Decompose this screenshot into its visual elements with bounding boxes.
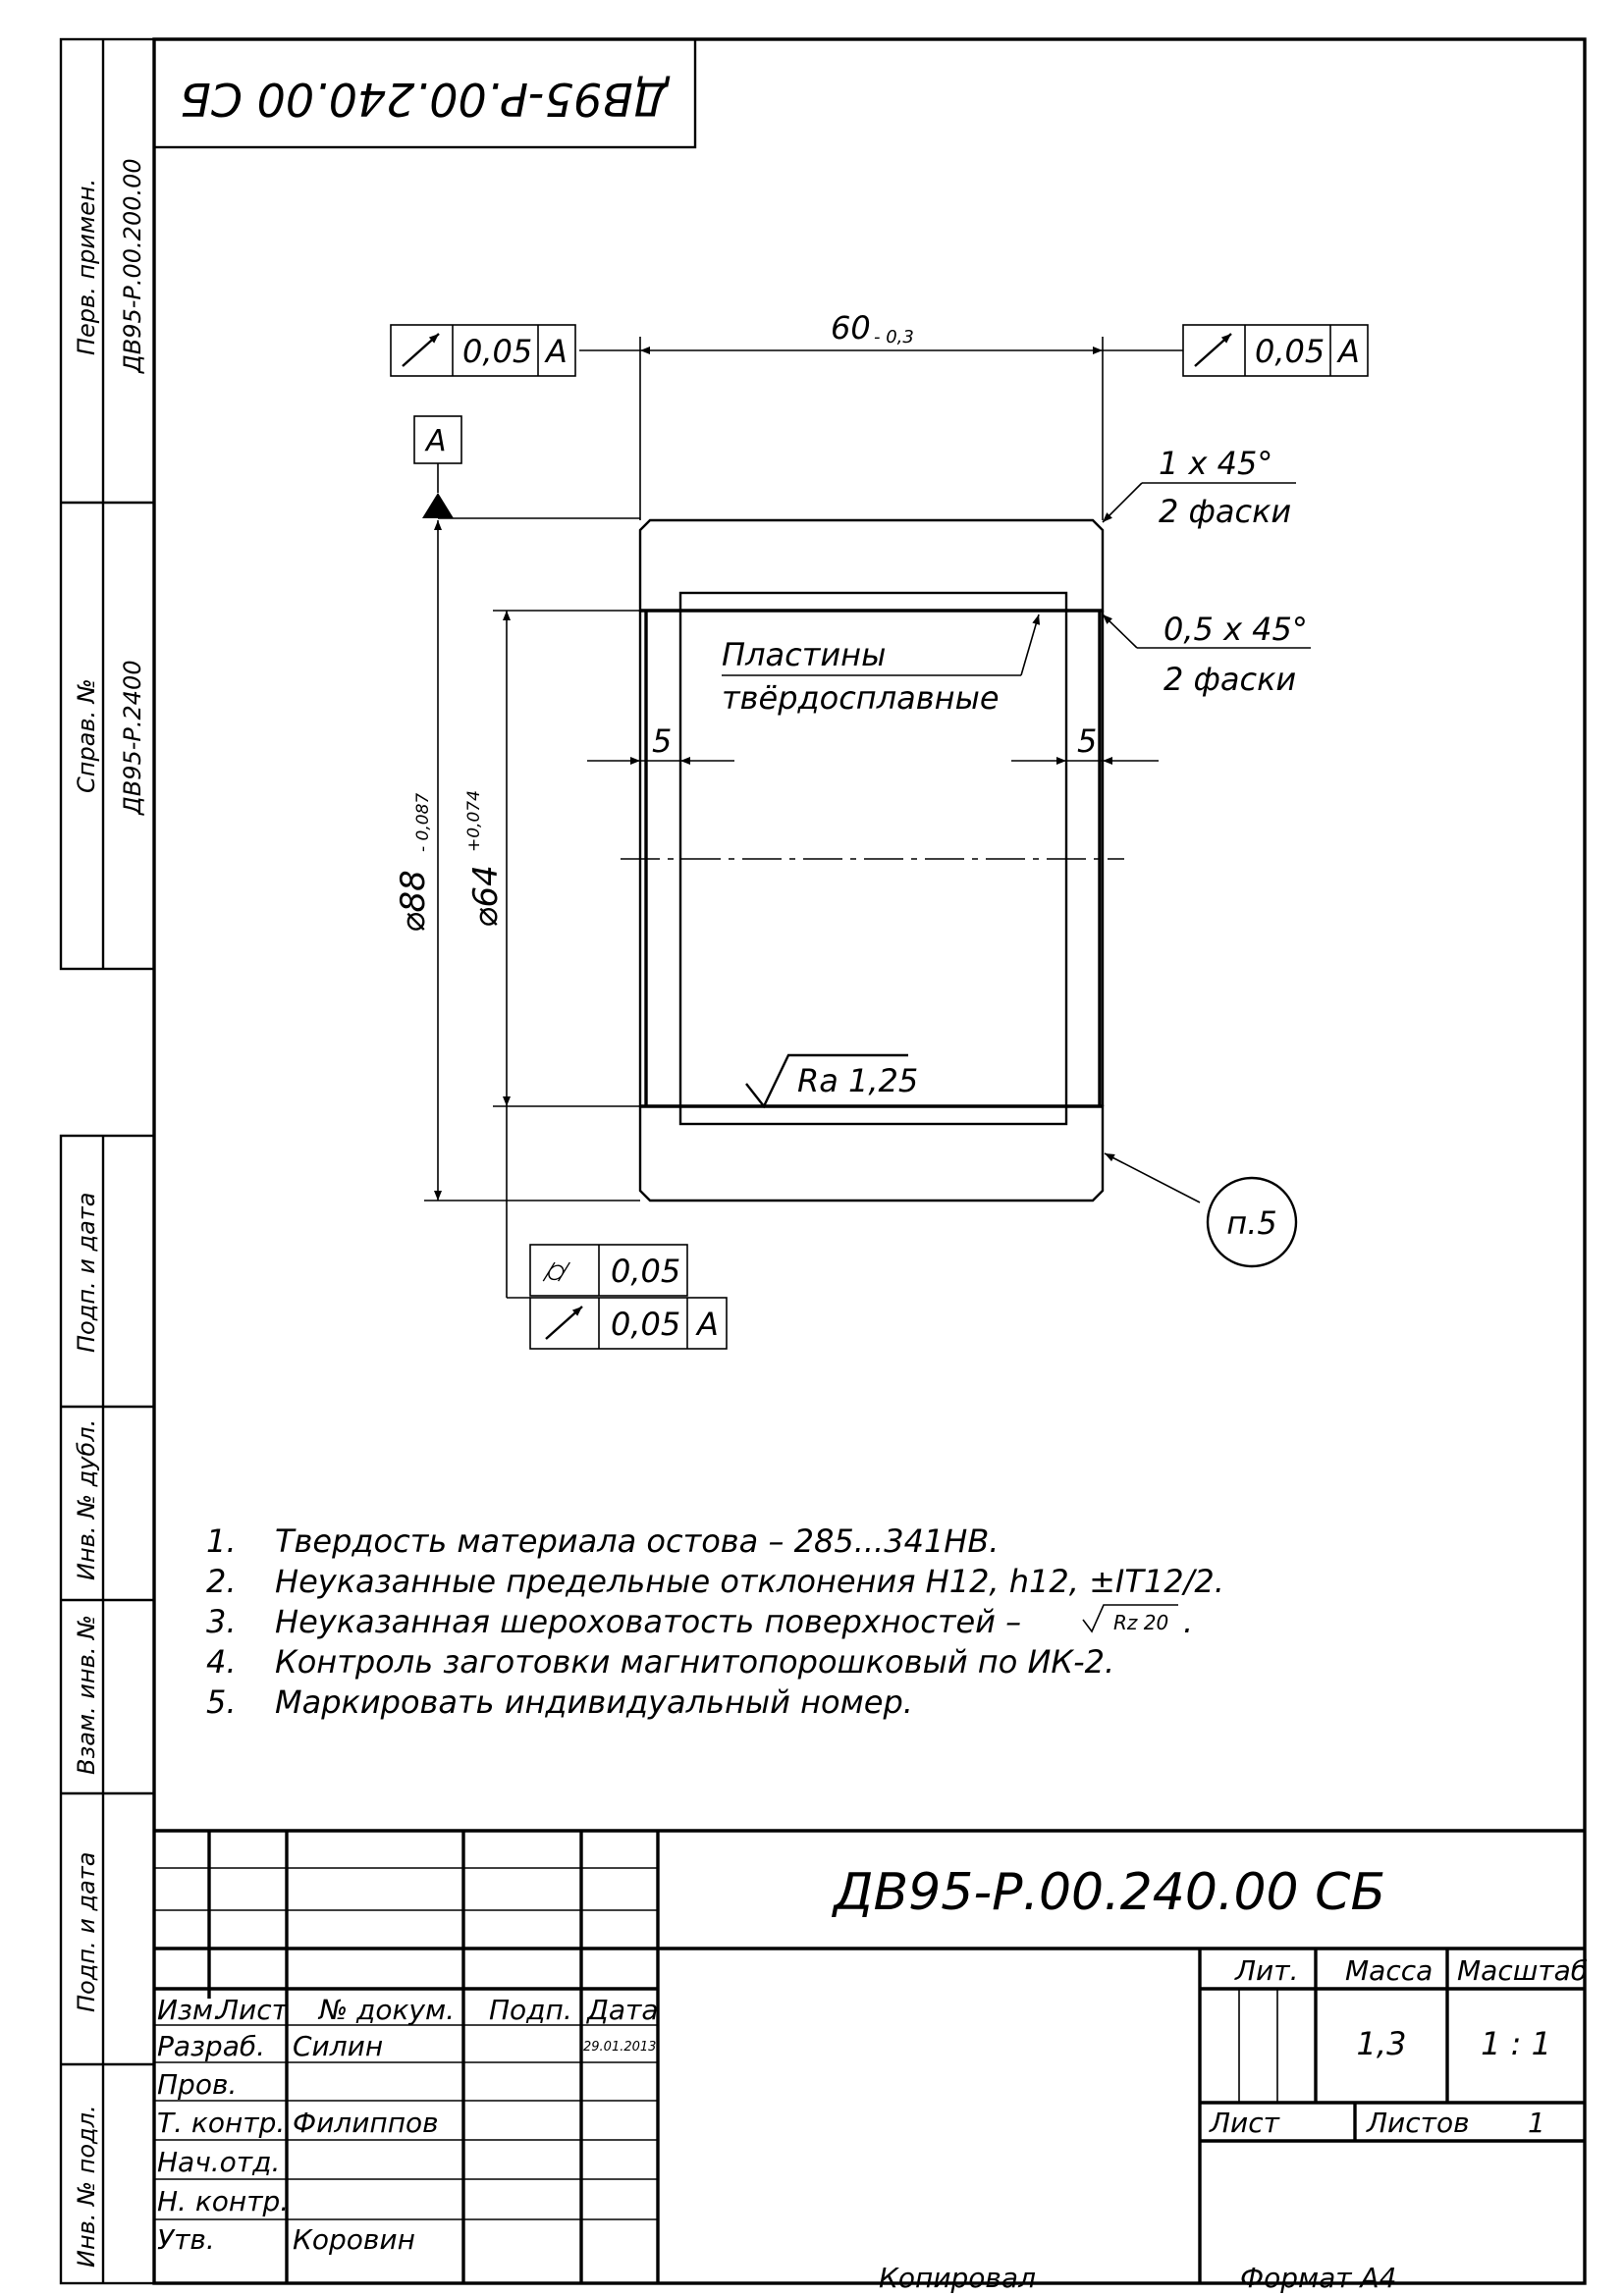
- tol-runout-value: 0,05: [611, 1306, 681, 1343]
- tol-cyl-value: 0,05: [611, 1253, 681, 1290]
- inner-diam-tol: +0,074: [464, 790, 484, 852]
- vzam-inv-label: Взам. инв. №: [73, 1615, 100, 1775]
- length-tol: - 0,3: [874, 327, 914, 347]
- chamfer1-size: 1 x 45°: [1159, 445, 1273, 482]
- row-role-2: Пров.: [157, 2068, 238, 2101]
- outer-diam-text: ⌀88: [394, 870, 433, 933]
- note-1-text: Твердость материала остова – 285...341HB.: [275, 1522, 1000, 1560]
- footer-copied: Копировал: [879, 2262, 1036, 2294]
- row-role-3: Т. контр.: [157, 2107, 286, 2139]
- inner-diam-text: ⌀64: [466, 865, 506, 928]
- lit-label: Лит.: [1235, 1954, 1299, 1987]
- tol-top-left-datum: A: [546, 333, 568, 370]
- note-2-num: 2.: [206, 1563, 237, 1600]
- note-4-num: 4.: [206, 1643, 237, 1681]
- row-name-6: Коровин: [293, 2223, 415, 2256]
- hdr-data: Дата: [587, 1994, 659, 2026]
- technical-notes: [206, 1522, 1224, 1721]
- rotated-code-text: ДВ95-Р.00.240.00 СБ: [180, 73, 669, 126]
- roughness-symbol: [746, 1055, 918, 1106]
- mass-value: 1,3: [1356, 2025, 1407, 2062]
- roughness-text: Ra 1,25: [797, 1062, 919, 1099]
- shell-top: [640, 520, 1103, 611]
- plates-line2: твёрдосплавные: [722, 679, 1000, 717]
- sheet-label: Лист: [1210, 2107, 1279, 2139]
- row-name-1: Силин: [293, 2030, 384, 2062]
- footer-format: Формат A4: [1240, 2262, 1397, 2294]
- inv-podl-label: Инв. № подл.: [73, 2105, 100, 2268]
- inv-dubl-label: Инв. № дубл.: [73, 1418, 100, 1580]
- sheets-value: 1: [1528, 2107, 1545, 2139]
- tol-frames-lower: [530, 1245, 727, 1349]
- note-ref-callout: [1105, 1153, 1296, 1266]
- sheet-frame: [154, 39, 1585, 2283]
- tol-runout-datum: A: [697, 1306, 719, 1343]
- title-block: [154, 1831, 1588, 2283]
- left-margin-upper: [61, 39, 154, 969]
- chamfer2-size: 0,5 x 45°: [1163, 611, 1308, 648]
- dim-left-5: 5: [652, 722, 673, 760]
- row-name-3: Филиппов: [293, 2107, 439, 2139]
- row-role-6: Утв.: [157, 2223, 215, 2256]
- outer-diam-tol: - 0,087: [413, 792, 433, 852]
- row-role-5: Н. контр.: [157, 2185, 290, 2217]
- hdr-izm: Изм.: [157, 1994, 222, 2026]
- shell-bottom: [640, 1106, 1103, 1201]
- length-dimension: [579, 309, 1183, 520]
- datum-a: [414, 416, 640, 518]
- note-4-text: Контроль заготовки магнитопорошковый по ИК-2.: [275, 1643, 1115, 1681]
- chamfer1-count: 2 фаски: [1159, 493, 1292, 530]
- inner-diameter-dim: [464, 611, 646, 1298]
- dim-right-5: 5: [1077, 722, 1098, 760]
- podp-data-label: Подп. и дата: [73, 1192, 100, 1353]
- hdr-list: Лист: [218, 1994, 288, 2026]
- mass-label: Масса: [1345, 1954, 1434, 1987]
- sheets-label: Листов: [1367, 2107, 1470, 2139]
- note-3-text: Неуказанная шероховатость поверхностей –: [275, 1603, 1022, 1640]
- perv-primen-value: ДВ95-Р.00.200.00: [119, 158, 146, 373]
- left-margin-lower: [61, 1136, 154, 2283]
- note-3-end: .: [1183, 1603, 1194, 1640]
- row-role-4: Нач.отд.: [157, 2146, 281, 2178]
- tol-top-right-value: 0,05: [1255, 333, 1325, 370]
- scale-label: Масштаб: [1457, 1954, 1589, 1987]
- note-3-num: 3.: [206, 1603, 237, 1640]
- outer-diameter-dim: [394, 520, 640, 1201]
- datum-a-label: A: [426, 424, 447, 458]
- row-role-1: Разраб.: [157, 2030, 266, 2062]
- tol-cyl-symbol: ⌭: [542, 1252, 567, 1291]
- plates-line1: Пластины: [722, 636, 887, 673]
- hdr-doc: № докум.: [319, 1994, 456, 2026]
- sprav-label: Справ. №: [73, 678, 100, 793]
- note-2-text: Неуказанные предельные отклонения H12, h12, ±IT12/2.: [275, 1563, 1224, 1600]
- sprav-value: ДВ95-Р.2400: [119, 660, 146, 815]
- plate-top: [680, 593, 1066, 611]
- note-1-num: 1.: [206, 1522, 237, 1560]
- plates-label: [722, 614, 1039, 717]
- hdr-podp: Подп.: [489, 1994, 572, 2026]
- podp-data2-label: Подп. и дата: [73, 1851, 100, 2012]
- tol-top-left-value: 0,05: [462, 333, 533, 370]
- note-5-text: Маркировать индивидуальный номер.: [275, 1683, 913, 1721]
- scale-value: 1 : 1: [1481, 2025, 1551, 2062]
- title-code: ДВ95-Р.00.240.00 СБ: [833, 1863, 1386, 1922]
- note-3-symbol: Rz 20: [1113, 1611, 1169, 1634]
- tol-top-right-datum: A: [1338, 333, 1360, 370]
- length-value: 60: [831, 309, 871, 347]
- plate-bottom: [680, 1106, 1066, 1124]
- tol-frame-top-left: [391, 325, 575, 376]
- chamfer-notes: [1103, 445, 1311, 698]
- rotated-code-box: [154, 39, 695, 147]
- chamfer2-count: 2 фаски: [1163, 661, 1297, 698]
- wall-dims: [587, 722, 1159, 761]
- tol-frame-top-right: [1183, 325, 1368, 376]
- perv-primen-label: Перв. примен.: [73, 178, 100, 355]
- note-ref-text: п.5: [1226, 1204, 1277, 1242]
- row-date-1: 29.01.2013: [583, 2040, 657, 2055]
- note-5-num: 5.: [206, 1683, 237, 1721]
